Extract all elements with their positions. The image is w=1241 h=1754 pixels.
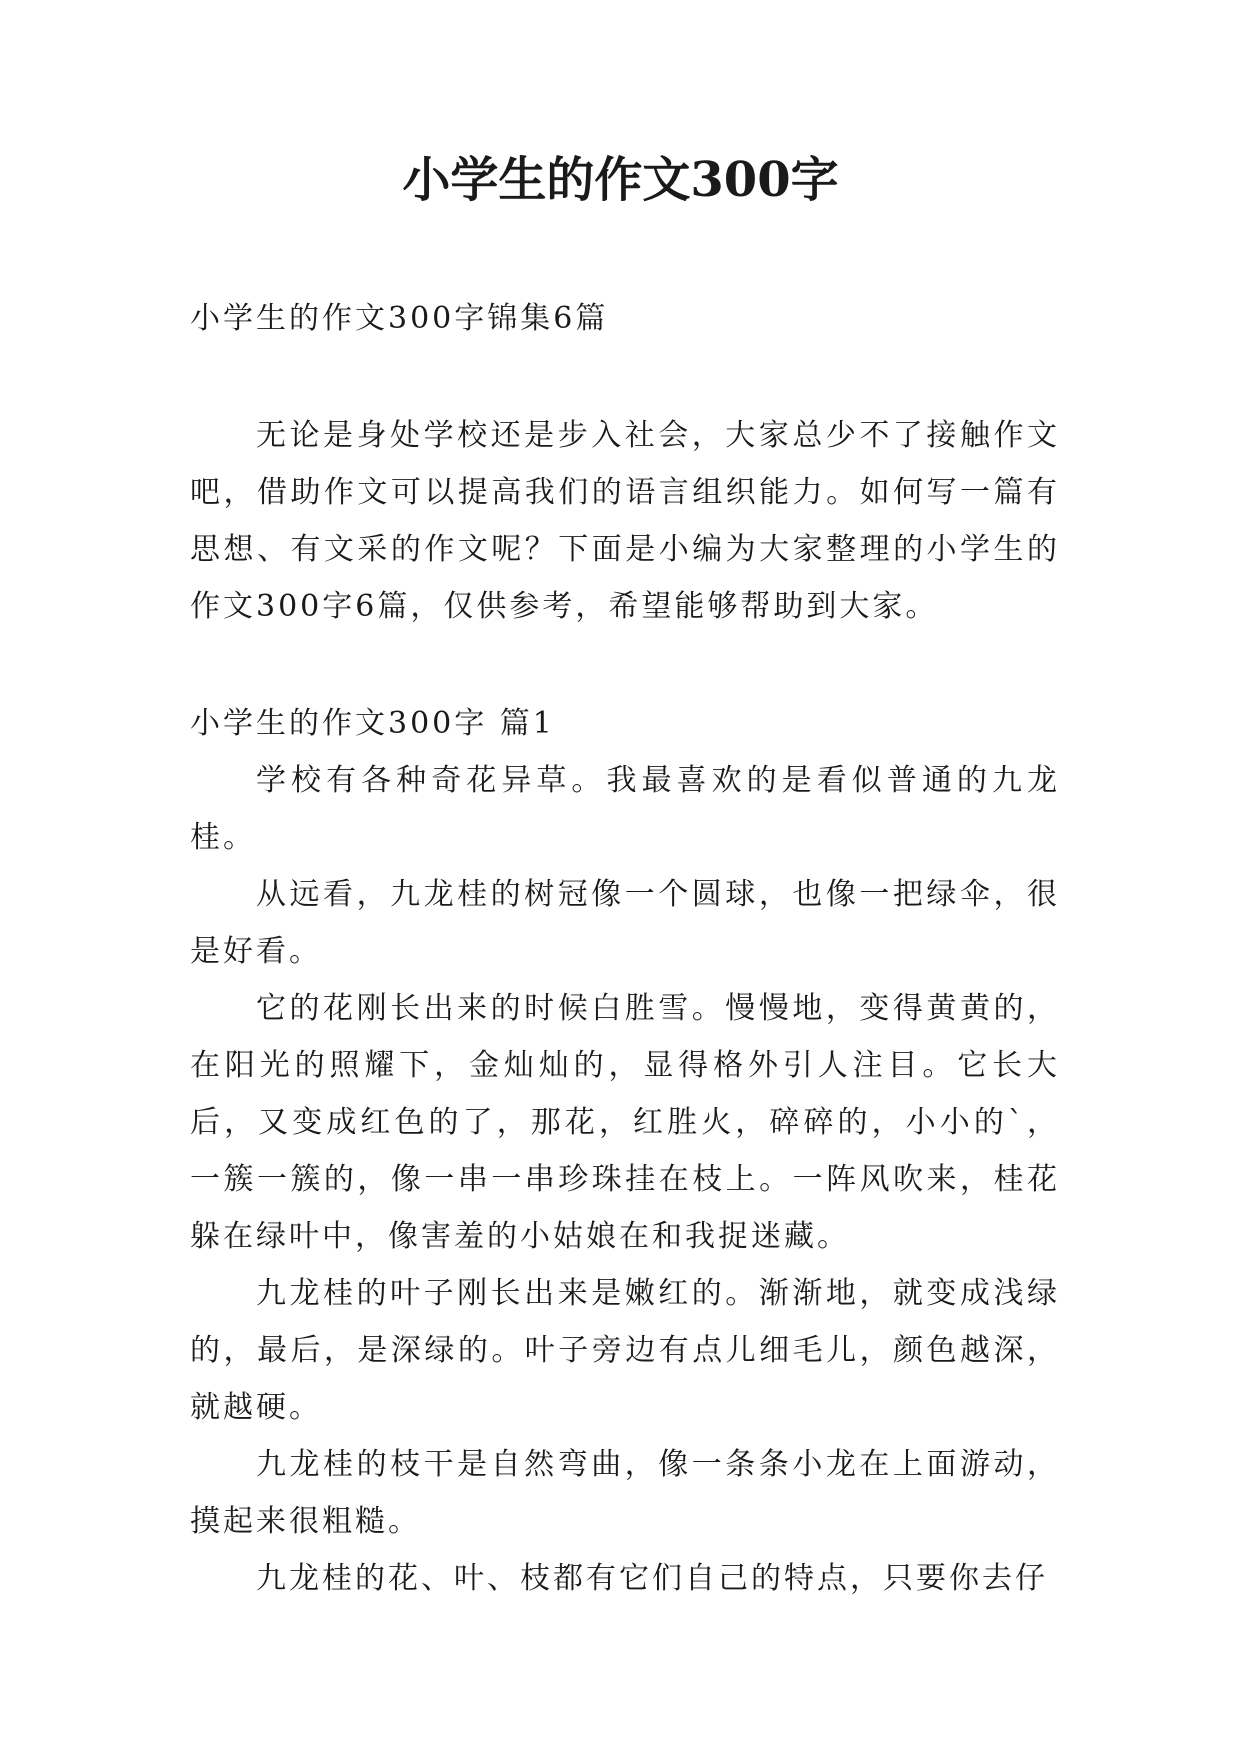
- body-paragraph: 九龙桂的枝干是自然弯曲，像一条条小龙在上面游动，摸起来很粗糙。: [190, 1447, 1060, 1539]
- document-title: 小学生的作文300字: [402, 152, 839, 208]
- section-heading: 小学生的作文300字 篇1: [190, 706, 555, 741]
- body-paragraph: 从远看，九龙桂的树冠像一个圆球，也像一把绿伞，很是好看。: [190, 877, 1060, 969]
- body-paragraph: 九龙桂的花、叶、枝都有它们自己的特点，只要你去仔: [256, 1561, 1048, 1596]
- document-body: [190, 290, 1060, 1607]
- body-paragraph: 学校有各种奇花异草。我最喜欢的是看似普通的九龙桂。: [190, 763, 1060, 855]
- intro-paragraph: 无论是身处学校还是步入社会，大家总少不了接触作文吧，借助作文可以提高我们的语言组织能力。如何写一篇有思想、有文采的作文呢？下面是小编为大家整理的小学生的作文300字6篇，仅供参考，希望能够帮助到大家。: [190, 418, 1060, 624]
- body-paragraph: 它的花刚长出来的时候白胜雪。慢慢地，变得黄黄的，在阳光的照耀下，金灿灿的，显得格外引人注目。它长大后，又变成红色的了，那花，红胜火，碎碎的，小小的`，一簇一簇的，像一串一串珍珠挂在枝上。一阵风吹来，桂花躲在绿叶中，像害羞的小姑娘在和我捉迷藏。: [190, 991, 1060, 1254]
- body-paragraph: 九龙桂的叶子刚长出来是嫩红的。渐渐地，就变成浅绿的，最后，是深绿的。叶子旁边有点儿细毛儿，颜色越深，就越硬。: [190, 1276, 1060, 1425]
- document-subtitle: 小学生的作文300字锦集6篇: [190, 301, 609, 336]
